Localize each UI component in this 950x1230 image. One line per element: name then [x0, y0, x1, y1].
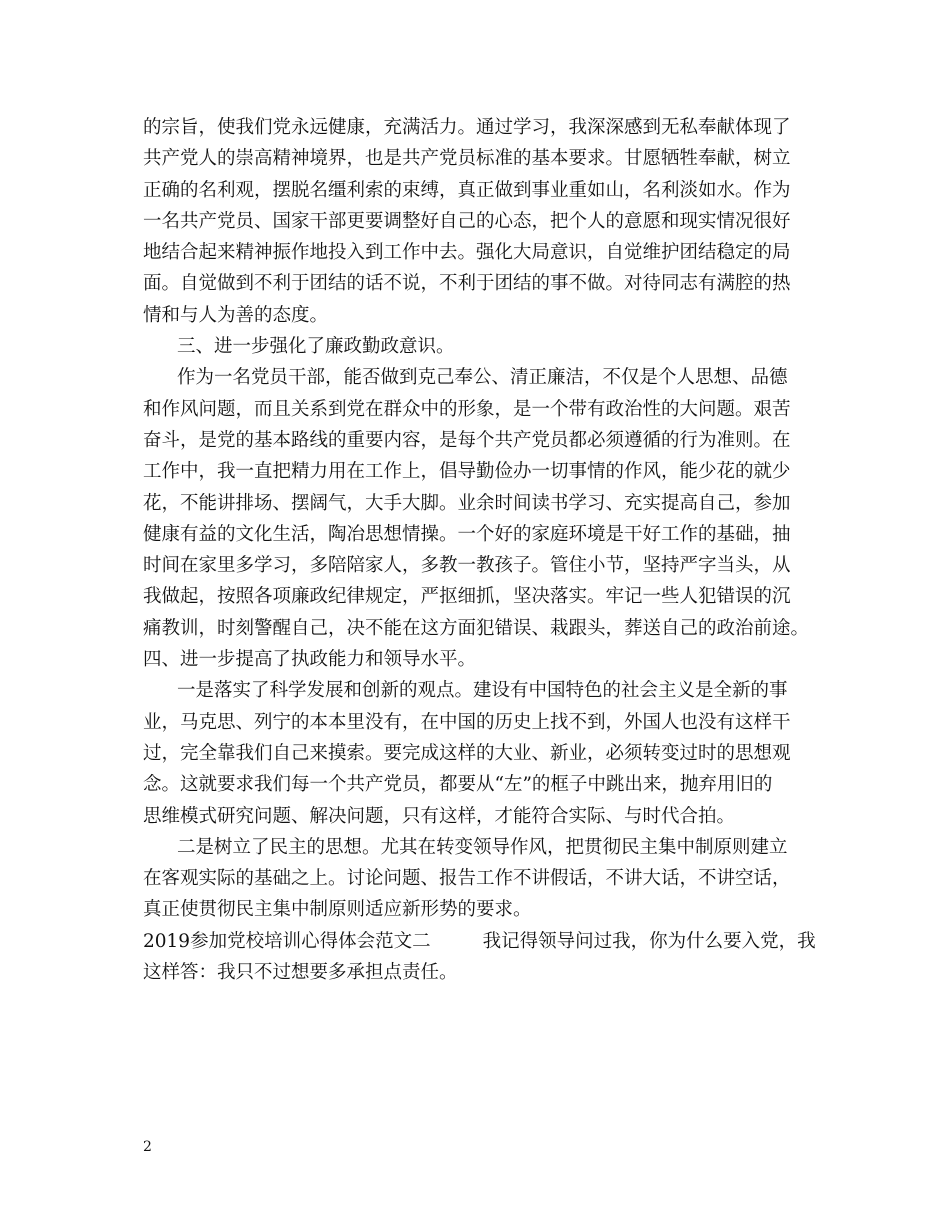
paragraph-line: 念。这就要求我们每一个共产党员，都要从“左”的框子中跳出来，抛弃用旧的: [143, 774, 773, 796]
paragraph-line: 业，马克思、列宁的本本里没有，在中国的历史上找不到，外国人也没有这样干: [143, 711, 791, 733]
paragraph-line: 和作风问题，而且关系到党在群众中的形象，是一个带有政治性的大问题。艰苦: [143, 398, 791, 420]
section-heading: 四、进一步提高了执政能力和领导水平。: [143, 649, 477, 671]
paragraph-line: 正确的名利观，摆脱名缰利索的束缚，真正做到事业重如山，名利淡如水。作为: [143, 179, 791, 201]
paragraph-line: 思维模式研究问题、解决问题，只有这样，才能符合实际、与时代合拍。: [143, 805, 736, 827]
page-number: 2: [143, 1139, 152, 1155]
paragraph-line: 时间在家里多学习，多陪陪家人，多教一教孩子。管住小节，坚持严字当头，从: [143, 555, 791, 577]
paragraph-line: 作为一名党员干部，能否做到克己奉公、清正廉洁，不仅是个人思想、品德: [177, 367, 788, 389]
paragraph-line: 工作中，我一直把精力用在工作上，倡导勤俭办一切事情的作风，能少花的就少: [143, 461, 791, 483]
paragraph-line: 健康有益的文化生活，陶冶思想情操。一个好的家庭环境是干好工作的基础，抽: [143, 523, 791, 545]
paragraph-line: 情和与人为善的态度。: [143, 304, 329, 326]
paragraph-line: 地结合起来精神振作地投入到工作中去。强化大局意识，自觉维护团结稳定的局: [143, 242, 791, 264]
paragraph-line: 真正使贯彻民主集中制原则适应新形势的要求。: [143, 899, 532, 921]
paragraph-line: 痛教训，时刻警醒自己，决不能在这方面犯错误、栽跟头，葬送自己的政治前途。: [143, 617, 810, 639]
paragraph-text: 我记得领导问过我，你为什么要入党，我: [482, 930, 816, 952]
document-body: [143, 112, 843, 988]
paragraph-line: 花，不能讲排场、摆阔气，大手大脚。业余时间读书学习、充实提高自己，参加: [143, 492, 791, 514]
paragraph-line: 过，完全靠我们自己来摸索。要完成这样的大业、新业，必须转变过时的思想观: [143, 742, 791, 764]
paragraph-line: 一名共产党员、国家干部更要调整好自己的心态，把个人的意愿和现实情况很好: [143, 210, 791, 232]
paragraph-line: 在客观实际的基础之上。讨论问题、报告工作不讲假话，不讲大话，不讲空话，: [143, 868, 791, 890]
paragraph-line: 共产党人的崇高精神境界，也是共产党员标准的基本要求。甘愿牺牲奉献，树立: [143, 148, 791, 170]
paragraph-line: 奋斗，是党的基本路线的重要内容，是每个共产党员都必须遵循的行为准则。在: [143, 429, 791, 451]
paragraph-line: 我做起，按照各项廉政纪律规定，严抠细抓，坚决落实。牢记一些人犯错误的沉: [143, 586, 791, 608]
article-title: 2019参加党校培训心得体会范文二: [143, 930, 431, 952]
paragraph-line: 二是树立了民主的思想。尤其在转变领导作风，把贯彻民主集中制原则建立: [177, 836, 788, 858]
paragraph-line: 的宗旨，使我们党永远健康，充满活力。通过学习，我深深感到无私奉献体现了: [143, 117, 791, 138]
paragraph-line: 面。自觉做到不利于团结的话不说，不利于团结的事不做。对待同志有满腔的热: [143, 273, 791, 295]
paragraph-line: 这样答：我只不过想要多承担点责任。: [143, 962, 458, 984]
article-heading-line: [143, 926, 843, 957]
paragraph-line: 一是落实了科学发展和创新的观点。建设有中国特色的社会主义是全新的事: [177, 680, 788, 702]
section-heading: 三、进一步强化了廉政勤政意识。: [177, 336, 455, 358]
